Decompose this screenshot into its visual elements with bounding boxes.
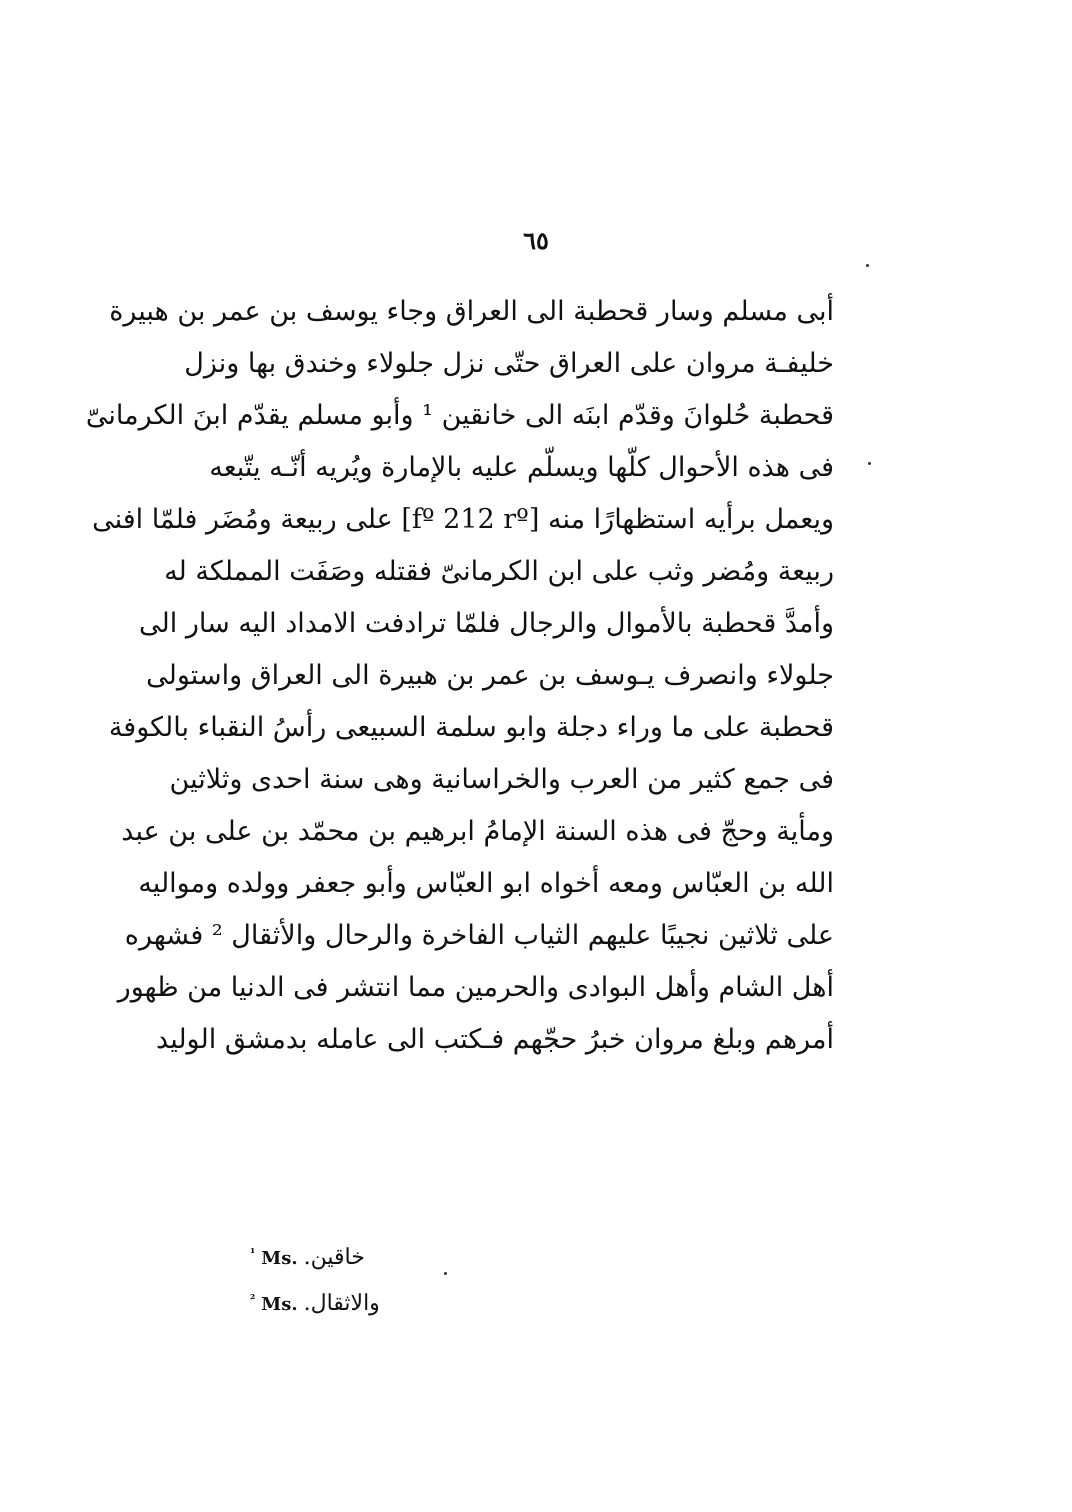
footnote-mark: ¹ bbox=[250, 1246, 256, 1260]
text-line: ومأية وحجّ فى هذه السنة الإمامُ ابرهيم بن محمّد بن على بن عبد bbox=[121, 816, 834, 847]
text-line: على ثلاثين نجيبًا عليهم الثياب الفاخرة والرحال والأثقال ² فشهره bbox=[124, 920, 834, 951]
text-block bbox=[85, 286, 834, 1066]
scan-speck bbox=[868, 462, 871, 465]
footnotes bbox=[250, 1230, 450, 1322]
text-line: وأمدَّ قحطبة بالأموال والرجال فلمّا ترادفت الامداد اليه سار الى bbox=[139, 608, 834, 639]
text-line: أمرهم وبلغ مروان خبرُ حجّهم فـكتب الى عامله بدمشق الوليد bbox=[156, 1024, 834, 1055]
text-line: قحطبة حُلوانَ وقدّم ابنَه الى خانقين ¹ وأبو مسلم يقدّم ابنَ الكرمانىّ bbox=[85, 400, 834, 431]
footnote-mark: ² bbox=[250, 1292, 256, 1306]
scan-speck bbox=[866, 264, 869, 267]
footnote bbox=[250, 1230, 450, 1276]
scan-speck bbox=[444, 1272, 447, 1275]
text-line: جلولاء وانصرف يـوسف بن عمر بن هبيرة الى العراق واستولى bbox=[146, 660, 834, 691]
text-line: ويعمل برأيه استظهارًا منه [fº 212 rº] على ربيعة ومُضَر فلمّا افنى bbox=[92, 504, 834, 535]
footnote-text: خاقين. bbox=[303, 1245, 365, 1270]
footnote-text: والاثقال. bbox=[303, 1291, 380, 1316]
footnote-label: Ms. bbox=[261, 1248, 298, 1269]
text-line: قحطبة على ما وراء دجلة وابو سلمة السبيعى رأسُ النقباء بالكوفة bbox=[108, 712, 834, 743]
text-line: فى جمع كثير من العرب والخراسانية وهى سنة احدى وثلاثين bbox=[169, 764, 834, 795]
text-line: فى هذه الأحوال كلّها ويسلّم عليه بالإمارة ويُريه أنّـه يتّبعه bbox=[209, 452, 834, 483]
text-line: أبى مسلم وسار قحطبة الى العراق وجاء يوسف بن عمر بن هبيرة bbox=[109, 296, 834, 327]
text-line: أهل الشام وأهل البوادى والحرمين مما انتشر فى الدنيا من ظهور bbox=[117, 972, 834, 1003]
footnote-label: Ms. bbox=[261, 1294, 298, 1315]
text-line: ربيعة ومُضر وثب على ابن الكرمانىّ فقتله وصَفَت المملكة له bbox=[164, 556, 834, 587]
text-line: الله بن العبّاس ومعه أخواه ابو العبّاس وأبو جعفر وولده ومواليه bbox=[138, 868, 834, 899]
text-line: خليفـة مروان على العراق حتّى نزل جلولاء وخندق بها ونزل bbox=[184, 348, 834, 379]
page-number: ٦٥ bbox=[523, 226, 549, 255]
footnote bbox=[250, 1276, 450, 1322]
